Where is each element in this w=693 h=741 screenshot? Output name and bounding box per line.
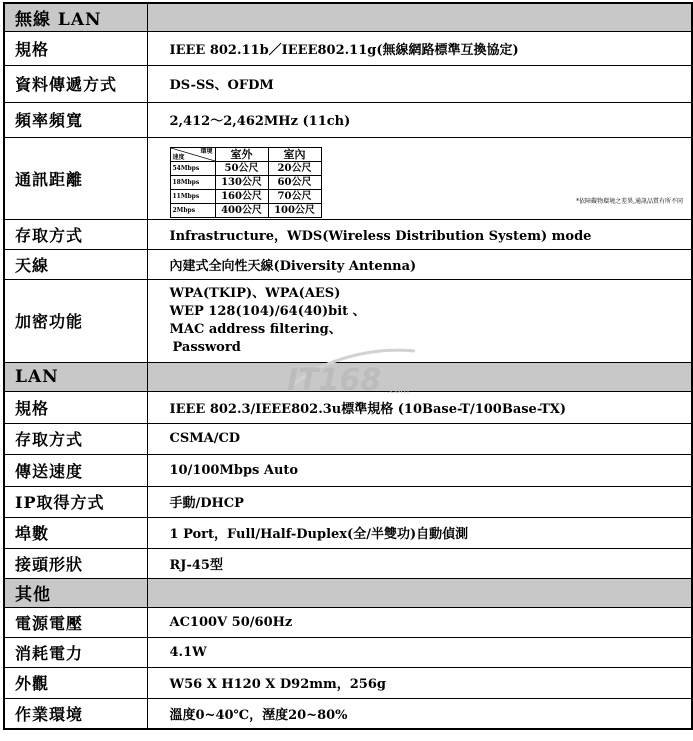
spec-row-dimensions bbox=[4, 667, 692, 698]
range-rate: 11Mbps bbox=[170, 190, 215, 204]
row-label: 作業環境 bbox=[4, 698, 147, 729]
section-title-lan: LAN bbox=[4, 362, 147, 391]
row-value: CSMA/CD bbox=[147, 423, 692, 454]
range-indoor: 100公尺 bbox=[268, 204, 321, 218]
range-table-wrap bbox=[170, 145, 692, 216]
range-indoor: 60公尺 bbox=[268, 176, 321, 190]
range-table bbox=[170, 147, 322, 218]
range-header-row bbox=[170, 148, 321, 162]
row-value: IEEE 802.3/IEEE802.3u標準規格 (10Base-T/100Base-TX) bbox=[147, 391, 692, 423]
row-label: 接頭形狀 bbox=[4, 548, 147, 578]
encryption-line: MAC address filtering、 bbox=[169, 321, 342, 337]
range-note: *依障礙物環境之差異,通訊品質有所不同 bbox=[576, 198, 683, 205]
encryption-line: WPA(TKIP)、WPA(AES) bbox=[169, 285, 341, 301]
spec-row-lan-standard bbox=[4, 391, 692, 423]
spec-row-ip-mode bbox=[4, 486, 692, 517]
row-value-encryption bbox=[147, 279, 692, 362]
spec-row-antenna bbox=[4, 249, 692, 279]
row-value: W56 X H120 X D92mm，256g bbox=[147, 667, 692, 698]
row-label: 外觀 bbox=[4, 667, 147, 698]
spec-row-power bbox=[4, 607, 692, 637]
row-value: 內建式全向性天線(Diversity Antenna) bbox=[147, 249, 692, 279]
spec-table bbox=[3, 2, 693, 730]
row-label: IP取得方式 bbox=[4, 486, 147, 517]
range-row bbox=[170, 204, 321, 218]
section-header-other bbox=[4, 578, 692, 607]
encryption-line: WEP 128(104)/64(40)bit 、 bbox=[169, 303, 366, 319]
row-value: AC100V 50/60Hz bbox=[147, 607, 692, 637]
range-outdoor: 50公尺 bbox=[215, 162, 268, 176]
range-rate: 18Mbps bbox=[170, 176, 215, 190]
range-indoor: 20公尺 bbox=[268, 162, 321, 176]
spec-row-encryption bbox=[4, 279, 692, 362]
spec-row-lan-access bbox=[4, 423, 692, 454]
spec-row-access-method bbox=[4, 219, 692, 249]
encryption-line: Password bbox=[172, 339, 241, 355]
spec-row-wireless-standard bbox=[4, 31, 692, 65]
row-value: 2,412～2,462MHz (11ch) bbox=[147, 102, 692, 137]
range-row bbox=[170, 176, 321, 190]
corner-env-label: 環境 bbox=[200, 148, 213, 155]
range-row bbox=[170, 190, 321, 204]
section-header-wireless bbox=[4, 3, 692, 31]
row-label: 傳送速度 bbox=[4, 454, 147, 486]
spec-row-frequency bbox=[4, 102, 692, 137]
spec-row-range bbox=[4, 137, 692, 219]
row-label: 頻率頻寬 bbox=[4, 102, 147, 137]
row-value: 1 Port，Full/Half-Duplex(全/半雙功)自動偵測 bbox=[147, 517, 692, 548]
section-title-wireless: 無線 LAN bbox=[4, 3, 147, 31]
range-row bbox=[170, 162, 321, 176]
section-header-lan bbox=[4, 362, 692, 391]
spec-row-environment bbox=[4, 698, 692, 729]
row-label: 存取方式 bbox=[4, 423, 147, 454]
row-value: Infrastructure，WDS(Wireless Distribution System) mode bbox=[147, 219, 692, 249]
section-title-other: 其他 bbox=[4, 578, 147, 607]
row-value: 10/100Mbps Auto bbox=[147, 454, 692, 486]
row-label: 消耗電力 bbox=[4, 637, 147, 667]
range-outdoor: 400公尺 bbox=[215, 204, 268, 218]
range-rate: 2Mbps bbox=[170, 204, 215, 218]
spec-row-ports bbox=[4, 517, 692, 548]
row-value: 4.1W bbox=[147, 637, 692, 667]
range-header-indoor: 室內 bbox=[268, 148, 321, 162]
range-outdoor: 130公尺 bbox=[215, 176, 268, 190]
row-label: 天線 bbox=[4, 249, 147, 279]
row-label: 資料傳遞方式 bbox=[4, 65, 147, 102]
row-value: DS-SS、OFDM bbox=[147, 65, 692, 102]
row-label: 規格 bbox=[4, 31, 147, 65]
spec-row-consumption bbox=[4, 637, 692, 667]
range-corner-cell bbox=[170, 148, 215, 162]
range-rate: 54Mbps bbox=[170, 162, 215, 176]
spec-row-connector bbox=[4, 548, 692, 578]
row-label: 通訊距離 bbox=[4, 137, 147, 219]
range-cell bbox=[147, 137, 692, 219]
spec-row-transfer-method bbox=[4, 65, 692, 102]
row-label: 埠數 bbox=[4, 517, 147, 548]
spec-row-lan-speed bbox=[4, 454, 692, 486]
range-outdoor: 160公尺 bbox=[215, 190, 268, 204]
watermark-text: IT168 bbox=[287, 363, 382, 398]
row-value: IEEE 802.11b／IEEE802.11g(無線網路標準互換協定) bbox=[147, 31, 692, 65]
range-header-outdoor: 室外 bbox=[215, 148, 268, 162]
row-label: 存取方式 bbox=[4, 219, 147, 249]
row-value: 手動/DHCP bbox=[147, 486, 692, 517]
row-value: RJ-45型 bbox=[147, 548, 692, 578]
row-label: 電源電壓 bbox=[4, 607, 147, 637]
row-value: 溫度0~40℃，溼度20~80% bbox=[147, 698, 692, 729]
row-label: 加密功能 bbox=[4, 279, 147, 362]
watermark-suffix: .com bbox=[387, 386, 410, 396]
corner-speed-label: 速度 bbox=[172, 154, 185, 161]
range-indoor: 70公尺 bbox=[268, 190, 321, 204]
row-label: 規格 bbox=[4, 391, 147, 423]
